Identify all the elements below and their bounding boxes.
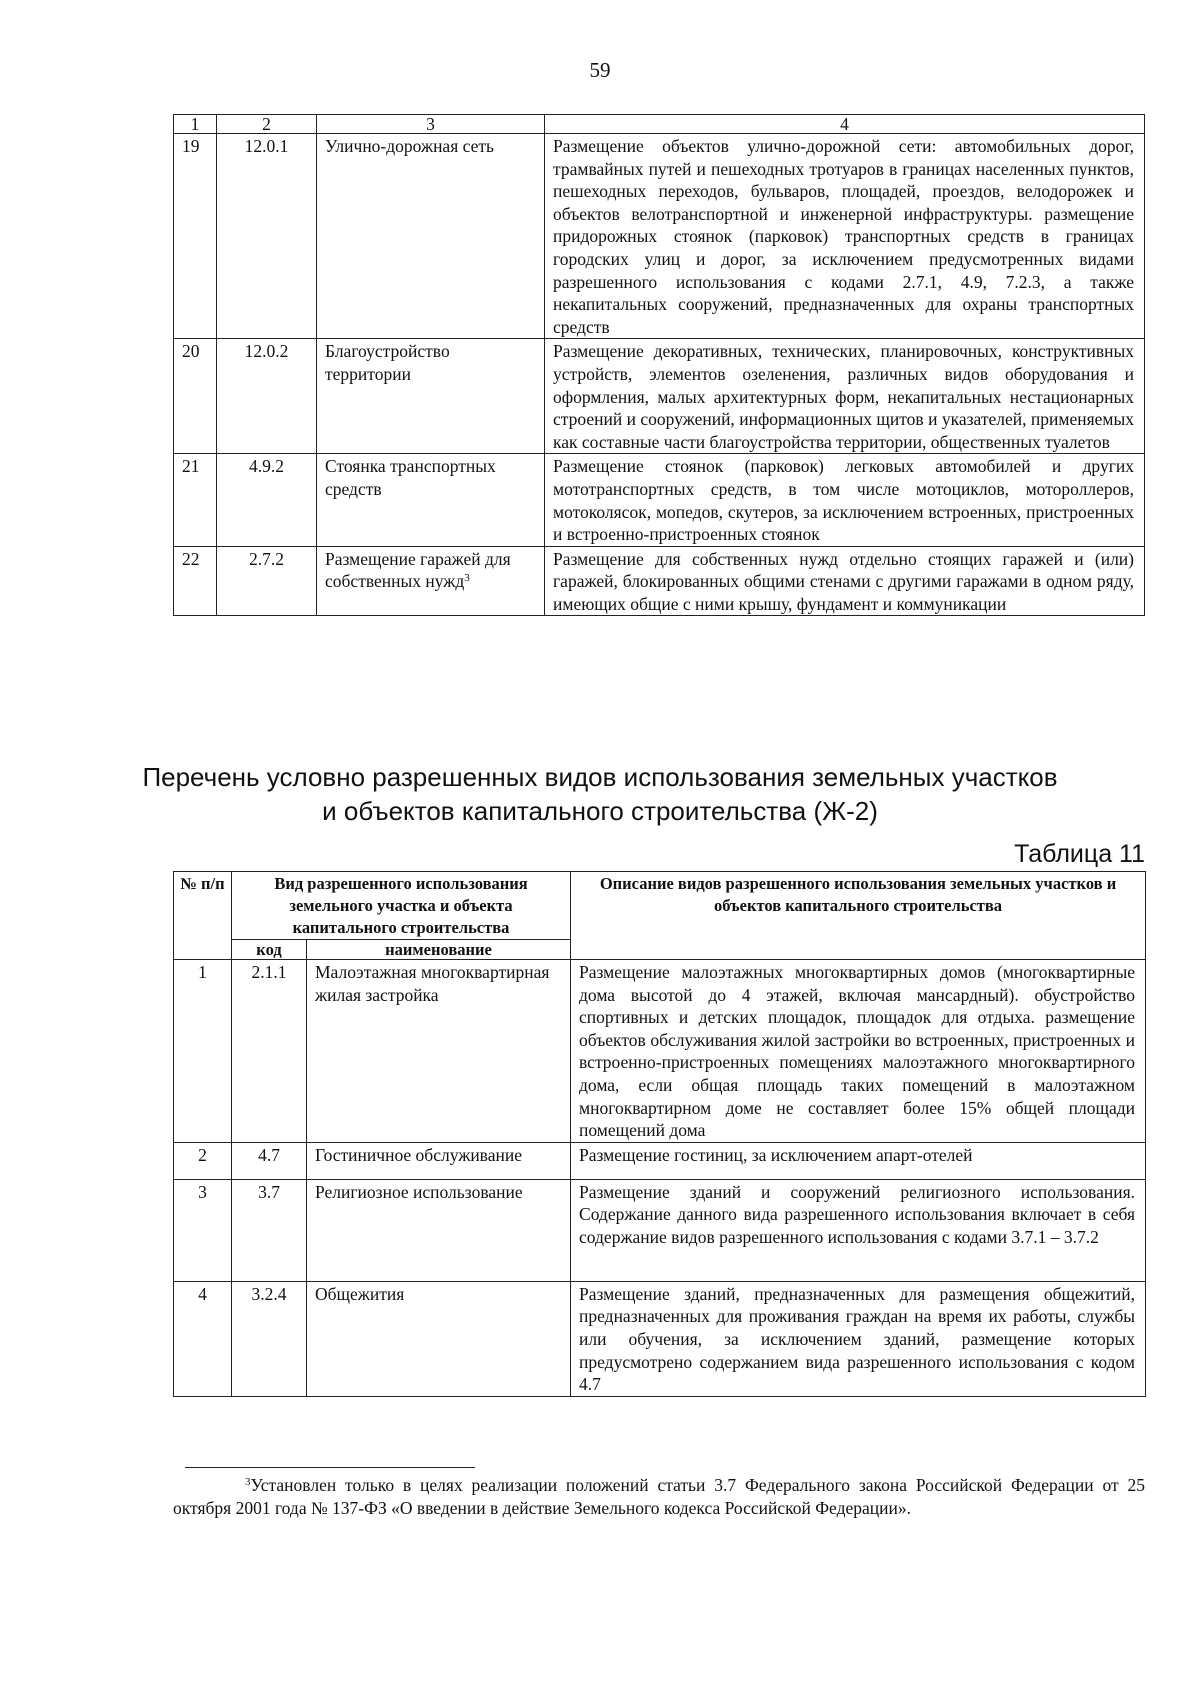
table-row [174, 454, 1145, 546]
use-name: Гостиничное обслуживание [307, 1142, 571, 1179]
table-row [174, 1179, 1146, 1281]
use-description: Размещение гостиниц, за исключением апарт-отелей [571, 1142, 1146, 1179]
column-number-3: 3 [317, 115, 545, 134]
use-name: Размещение гаражей для собственных нужд [325, 548, 511, 592]
footnote-reference: 3 [464, 572, 470, 585]
table-row [174, 1281, 1146, 1396]
use-name: Малоэтажная многоквартирная жилая застройка [307, 960, 571, 1143]
row-number: 4 [174, 1281, 232, 1396]
table-row [174, 1142, 1146, 1179]
row-number: 21 [174, 454, 217, 546]
use-code: 12.0.1 [217, 134, 317, 339]
row-number: 1 [174, 960, 232, 1143]
row-number: 22 [174, 546, 217, 616]
table-row [174, 546, 1145, 616]
footnote-marker: 3 [245, 1476, 251, 1488]
row-number: 20 [174, 339, 217, 454]
footnote [173, 1474, 1145, 1520]
header-description: Описание видов разрешенного использования земельных участков и объектов капитального строительства [571, 872, 1146, 960]
use-code: 4.7 [232, 1142, 307, 1179]
section-title-line-2: и объектов капитального строительства (Ж-2) [322, 796, 878, 826]
use-code: 3.2.4 [232, 1281, 307, 1396]
table-header-row [174, 872, 1146, 940]
conditionally-permitted-uses-table [173, 871, 1146, 1397]
section-title-line-1: Перечень условно разрешенных видов использования земельных участков [142, 762, 1058, 792]
page-number: 59 [589, 58, 611, 82]
header-use-kind: Вид разрешенного использования земельного участка и объекта капитального строительства [232, 872, 571, 940]
column-number-4: 4 [545, 115, 1145, 134]
table-label: Таблица 11 [1014, 840, 1145, 868]
table-row [174, 339, 1145, 454]
section-title [0, 760, 1200, 828]
row-number: 3 [174, 1179, 232, 1281]
use-description: Размещение малоэтажных многоквартирных домов (многоквартирные дома высотой до 4 этажей, включая мансардный). обустройство спортивных и детских площадок, площадок для отдыха. размещение объектов обслуживания жилой застройки во встроенных, пристроенных и встроенно-пристроенных помещениях малоэтажного многоквартирного дома, если общая площадь таких помещений в малоэтажном многоквартирном доме не составляет более 15% общей площади помещений дома [571, 960, 1146, 1143]
use-code: 2.7.2 [217, 546, 317, 616]
use-code: 3.7 [232, 1179, 307, 1281]
use-description: Размещение объектов улично-дорожной сети: автомобильных дорог, трамвайных путей и пешеходных тротуаров в границах населенных пунктов, пешеходных переходов, бульваров, площадей, проездов, велодорожек и объектов велотранспортной и инженерной инфраструктуры. размещение придорожных стоянок (парковок) транспортных средств в границах городских улиц и дорог, за исключением предусмотренных видами разрешенного использования с кодами 2.7.1, 4.9, 7.2.3, а также некапитальных сооружений, предназначенных для охраны транспортных средств [545, 134, 1145, 339]
use-name: Улично-дорожная сеть [317, 134, 545, 339]
use-name: Стоянка транспортных средств [317, 454, 545, 546]
use-description: Размещение декоративных, технических, планировочных, конструктивных устройств, элементов озеленения, различных видов оборудования и оформления, малых архитектурных форм, некапитальных нестационарных строений и сооружений, информационных щитов и указателей, применяемых как составные части благоустройства территории, общественных туалетов [545, 339, 1145, 454]
header-code: код [232, 940, 307, 960]
use-description: Размещение зданий, предназначенных для размещения общежитий, предназначенных для проживания граждан на время их работы, службы или обучения, за исключением зданий, размещение которых предусмотрено содержанием вида разрешенного использования с кодом 4.7 [571, 1281, 1146, 1396]
use-description: Размещение зданий и сооружений религиозного использования. Содержание данного вида разрешенного использования включает в себя содержание видов разрешенного использования с кодами 3.7.1 – 3.7.2 [571, 1179, 1146, 1281]
column-number-1: 1 [174, 115, 217, 134]
table-header-row [174, 115, 1145, 134]
use-name-cell [317, 546, 545, 616]
table-row [174, 134, 1145, 339]
use-description: Размещение для собственных нужд отдельно стоящих гаражей и (или) гаражей, блокированных общими стенами с другими гаражами в одном ряду, имеющих общие с ними крышу, фундамент и коммуникации [545, 546, 1145, 616]
row-number: 19 [174, 134, 217, 339]
use-code: 12.0.2 [217, 339, 317, 454]
header-number: № п/п [174, 872, 232, 960]
use-code: 4.9.2 [217, 454, 317, 546]
use-code: 2.1.1 [232, 960, 307, 1143]
row-number: 2 [174, 1142, 232, 1179]
permitted-uses-table-continued [173, 114, 1145, 616]
footnote-text: Установлен только в целях реализации положений статьи 3.7 Федерального закона Российской Федерации от 25 октября 2001 года № 137-ФЗ «О введении в действие Земельного кодекса Российской Федерации». [173, 1475, 1145, 1518]
use-description: Размещение стоянок (парковок) легковых автомобилей и других мототранспортных средств, в том числе мотоциклов, мотороллеров, мотоколясок, мопедов, скутеров, за исключением встроенных, пристроенных и встроенно-пристроенных стоянок [545, 454, 1145, 546]
header-name: наименование [307, 940, 571, 960]
footnote-separator [185, 1467, 475, 1468]
use-name: Религиозное использование [307, 1179, 571, 1281]
table-row [174, 960, 1146, 1143]
use-name: Благоустройство территории [317, 339, 545, 454]
use-name: Общежития [307, 1281, 571, 1396]
column-number-2: 2 [217, 115, 317, 134]
